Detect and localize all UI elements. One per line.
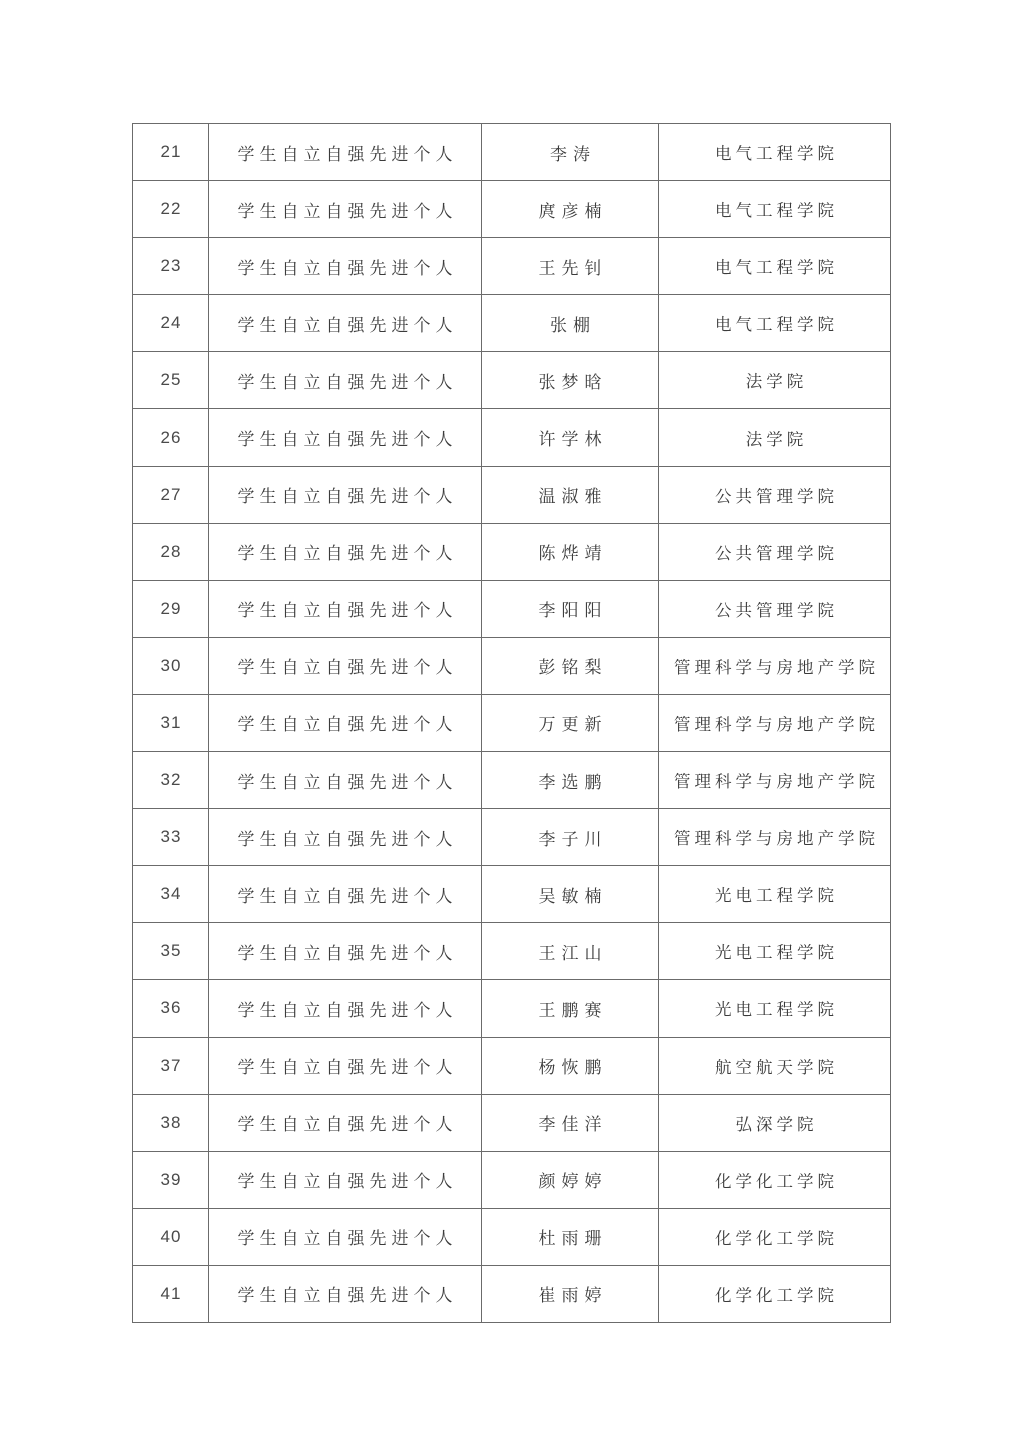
award-title-cell: 学生自立自强先进个人: [209, 752, 482, 809]
college-cell: 电气工程学院: [659, 295, 891, 352]
award-title-cell: 学生自立自强先进个人: [209, 238, 482, 295]
college-cell: 管理科学与房地产学院: [659, 637, 891, 694]
college-cell: 弘深学院: [659, 1094, 891, 1151]
row-number-cell: 33: [133, 809, 209, 866]
table-row: [133, 295, 891, 352]
student-name-cell: 温淑雅: [482, 466, 659, 523]
college-cell: 光电工程学院: [659, 923, 891, 980]
award-title-cell: 学生自立自强先进个人: [209, 409, 482, 466]
student-name-cell: 李子川: [482, 809, 659, 866]
row-number-cell: 31: [133, 694, 209, 751]
college-cell: 化学化工学院: [659, 1265, 891, 1322]
award-title-cell: 学生自立自强先进个人: [209, 1265, 482, 1322]
college-cell: 电气工程学院: [659, 124, 891, 181]
table-row: [133, 752, 891, 809]
table-row: [133, 1208, 891, 1265]
award-title-cell: 学生自立自强先进个人: [209, 523, 482, 580]
student-name-cell: 王鹏赛: [482, 980, 659, 1037]
table-row: [133, 124, 891, 181]
student-name-cell: 吴敏楠: [482, 866, 659, 923]
student-name-cell: 王江山: [482, 923, 659, 980]
table-row: [133, 466, 891, 523]
college-cell: 光电工程学院: [659, 980, 891, 1037]
student-name-cell: 杜雨珊: [482, 1208, 659, 1265]
award-title-cell: 学生自立自强先进个人: [209, 809, 482, 866]
table-row: [133, 409, 891, 466]
row-number-cell: 21: [133, 124, 209, 181]
award-title-cell: 学生自立自强先进个人: [209, 352, 482, 409]
awards-table-body: [133, 124, 891, 1323]
student-name-cell: 彭铭梨: [482, 637, 659, 694]
row-number-cell: 25: [133, 352, 209, 409]
table-row: [133, 866, 891, 923]
table-row: [133, 1094, 891, 1151]
award-title-cell: 学生自立自强先进个人: [209, 124, 482, 181]
college-cell: 公共管理学院: [659, 466, 891, 523]
row-number-cell: 26: [133, 409, 209, 466]
table-row: [133, 1265, 891, 1322]
award-title-cell: 学生自立自强先进个人: [209, 295, 482, 352]
award-title-cell: 学生自立自强先进个人: [209, 637, 482, 694]
award-title-cell: 学生自立自强先进个人: [209, 1208, 482, 1265]
table-row: [133, 523, 891, 580]
award-title-cell: 学生自立自强先进个人: [209, 466, 482, 523]
award-title-cell: 学生自立自强先进个人: [209, 1151, 482, 1208]
award-title-cell: 学生自立自强先进个人: [209, 1037, 482, 1094]
table-row: [133, 352, 891, 409]
award-title-cell: 学生自立自强先进个人: [209, 1094, 482, 1151]
student-name-cell: 颜婷婷: [482, 1151, 659, 1208]
college-cell: 光电工程学院: [659, 866, 891, 923]
student-name-cell: 李选鹏: [482, 752, 659, 809]
row-number-cell: 22: [133, 181, 209, 238]
student-name-cell: 崔雨婷: [482, 1265, 659, 1322]
table-row: [133, 238, 891, 295]
row-number-cell: 24: [133, 295, 209, 352]
table-row: [133, 1037, 891, 1094]
table-row: [133, 980, 891, 1037]
college-cell: 公共管理学院: [659, 580, 891, 637]
student-name-cell: 王先钊: [482, 238, 659, 295]
row-number-cell: 34: [133, 866, 209, 923]
table-row: [133, 181, 891, 238]
row-number-cell: 30: [133, 637, 209, 694]
college-cell: 法学院: [659, 409, 891, 466]
college-cell: 法学院: [659, 352, 891, 409]
award-title-cell: 学生自立自强先进个人: [209, 923, 482, 980]
student-name-cell: 张棚: [482, 295, 659, 352]
row-number-cell: 27: [133, 466, 209, 523]
college-cell: 管理科学与房地产学院: [659, 694, 891, 751]
student-name-cell: 庹彦楠: [482, 181, 659, 238]
table-row: [133, 694, 891, 751]
table-row: [133, 580, 891, 637]
award-title-cell: 学生自立自强先进个人: [209, 866, 482, 923]
row-number-cell: 40: [133, 1208, 209, 1265]
row-number-cell: 38: [133, 1094, 209, 1151]
row-number-cell: 36: [133, 980, 209, 1037]
college-cell: 电气工程学院: [659, 181, 891, 238]
row-number-cell: 23: [133, 238, 209, 295]
college-cell: 管理科学与房地产学院: [659, 809, 891, 866]
award-title-cell: 学生自立自强先进个人: [209, 694, 482, 751]
row-number-cell: 41: [133, 1265, 209, 1322]
college-cell: 公共管理学院: [659, 523, 891, 580]
award-title-cell: 学生自立自强先进个人: [209, 181, 482, 238]
college-cell: 航空航天学院: [659, 1037, 891, 1094]
college-cell: 电气工程学院: [659, 238, 891, 295]
award-title-cell: 学生自立自强先进个人: [209, 580, 482, 637]
student-name-cell: 万更新: [482, 694, 659, 751]
table-row: [133, 923, 891, 980]
award-title-cell: 学生自立自强先进个人: [209, 980, 482, 1037]
table-row: [133, 1151, 891, 1208]
student-name-cell: 许学林: [482, 409, 659, 466]
student-name-cell: 李涛: [482, 124, 659, 181]
student-name-cell: 李阳阳: [482, 580, 659, 637]
student-name-cell: 杨恢鹏: [482, 1037, 659, 1094]
row-number-cell: 35: [133, 923, 209, 980]
college-cell: 管理科学与房地产学院: [659, 752, 891, 809]
row-number-cell: 37: [133, 1037, 209, 1094]
row-number-cell: 28: [133, 523, 209, 580]
row-number-cell: 39: [133, 1151, 209, 1208]
row-number-cell: 32: [133, 752, 209, 809]
table-row: [133, 809, 891, 866]
college-cell: 化学化工学院: [659, 1151, 891, 1208]
college-cell: 化学化工学院: [659, 1208, 891, 1265]
table-row: [133, 637, 891, 694]
student-name-cell: 李佳洋: [482, 1094, 659, 1151]
student-name-cell: 张梦晗: [482, 352, 659, 409]
student-name-cell: 陈烨靖: [482, 523, 659, 580]
awards-table: [132, 123, 891, 1323]
row-number-cell: 29: [133, 580, 209, 637]
